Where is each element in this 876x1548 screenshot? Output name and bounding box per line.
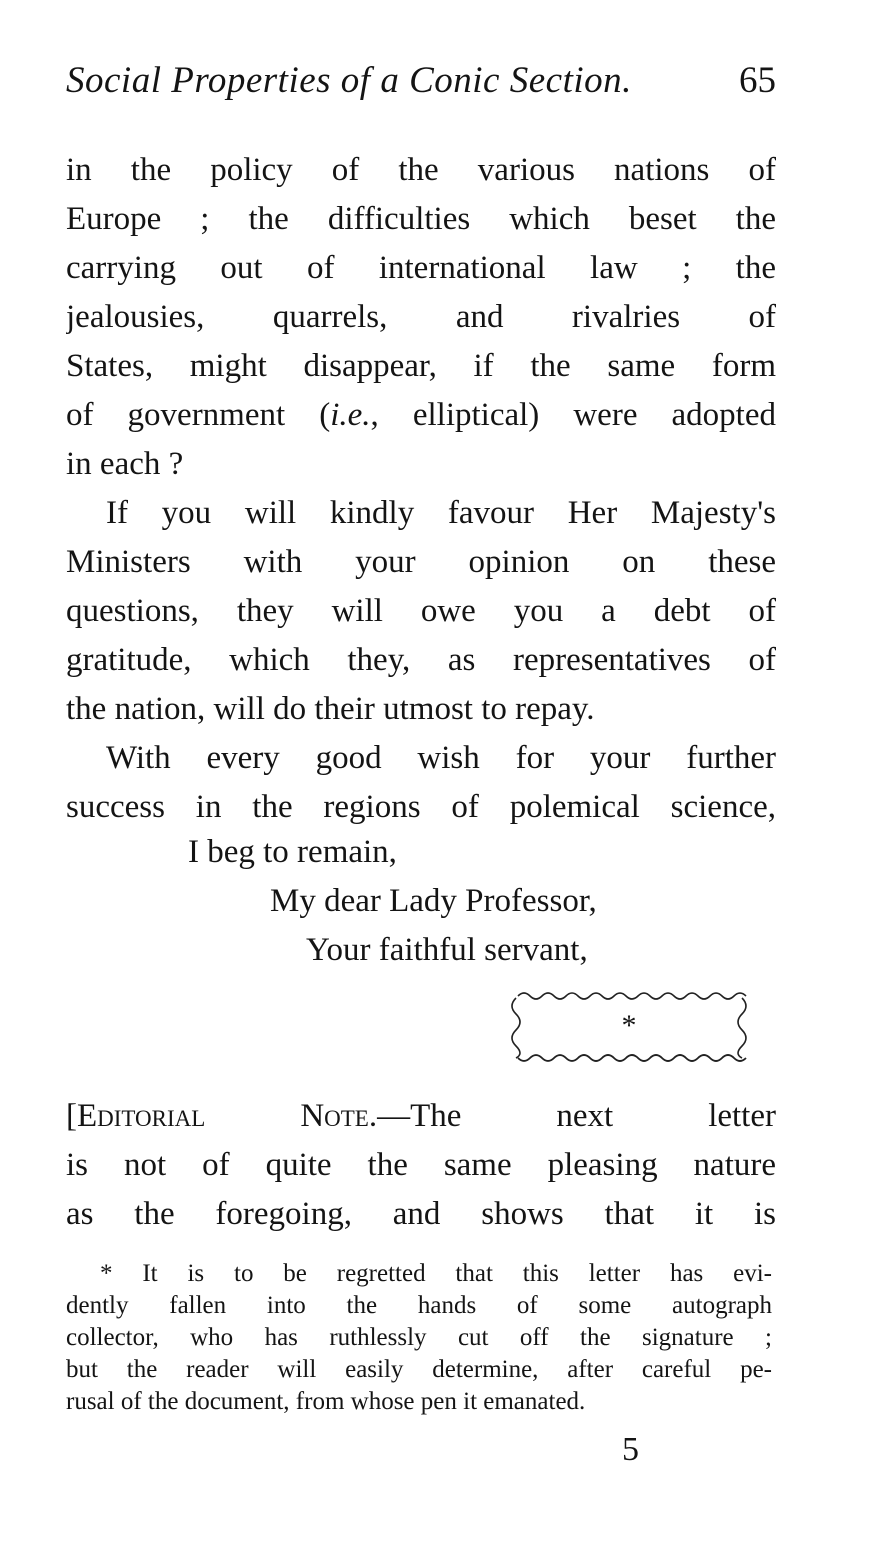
text-line: States, might disappear, if the same form (66, 348, 776, 384)
text-line: jealousies, quarrels, and rivalries of (66, 299, 776, 335)
text-segment: of government ( (66, 397, 331, 433)
italic-abbreviation: i.e. (330, 397, 371, 433)
running-title: Social Properties of a Conic Section. (66, 60, 632, 101)
text-line: carrying out of international law ; the (66, 250, 776, 286)
text-segment: —The next letter (377, 1098, 776, 1134)
footnote (66, 1258, 772, 1418)
bracket: [ (66, 1098, 77, 1134)
editorial-note-label: Editorial Note. (77, 1098, 378, 1134)
body-text (66, 146, 776, 832)
text-line: success in the regions of polemical science, (66, 789, 776, 825)
text-line: Europe ; the difficulties which beset the (66, 201, 776, 237)
editorial-note (66, 1092, 776, 1239)
closing-servant: Your faithful servant, (306, 932, 588, 968)
footnote-line: dently fallen into the hands of some autograph (66, 1292, 772, 1319)
text-line (66, 391, 776, 440)
text-line: as the foregoing, and shows that it is (66, 1196, 776, 1232)
closing-line: I beg to remain, (188, 834, 397, 870)
text-line: in the policy of the various nations of (66, 152, 776, 188)
text-line: If you will kindly favour Her Majesty's (106, 495, 776, 531)
text-line: the nation, will do their utmost to repay. (66, 691, 595, 727)
text-line: Ministers with your opinion on these (66, 544, 776, 580)
footnote-marker: * (621, 1009, 637, 1042)
text-line: With every good wish for your further (106, 740, 776, 776)
text-line: in each ? (66, 446, 184, 482)
footnote-line: * It is to be regretted that this letter has evi- (100, 1260, 772, 1287)
running-head (66, 56, 776, 106)
closing-salutation: My dear Lady Professor, (270, 883, 597, 919)
text-line (66, 1092, 776, 1141)
text-segment: , elliptical) were adopted (370, 397, 776, 433)
cut-signature-box (504, 984, 754, 1068)
text-line: gratitude, which they, as representatives of (66, 642, 776, 678)
page-number: 65 (739, 60, 776, 101)
footnote-line: collector, who has ruthlessly cut off the signature ; (66, 1324, 772, 1351)
text-line: questions, they will owe you a debt of (66, 593, 776, 629)
signature-mark: 5 (622, 1431, 639, 1468)
footnote-line: rusal of the document, from whose pen it emanated. (66, 1388, 586, 1415)
footnote-line: but the reader will easily determine, after careful pe- (66, 1356, 772, 1383)
text-line: is not of quite the same pleasing nature (66, 1147, 776, 1183)
